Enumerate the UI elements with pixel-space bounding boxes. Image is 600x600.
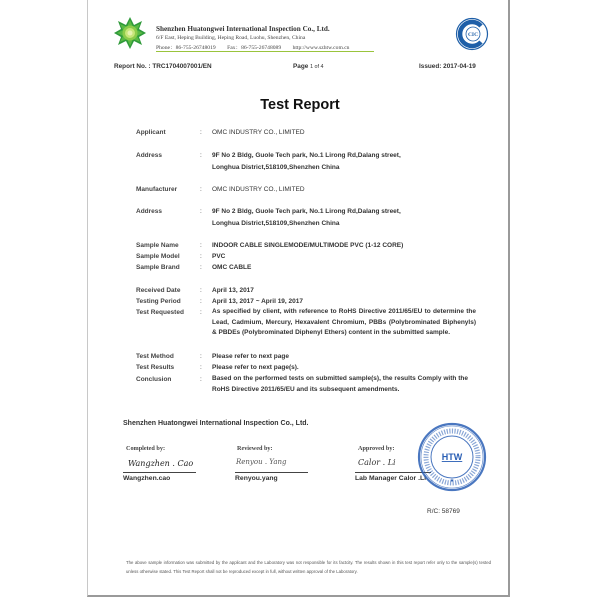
received-date-label: Received Date (136, 287, 181, 294)
test-method-label: Test Method (136, 353, 174, 360)
applicant-address-label: Address (136, 152, 163, 159)
colon: : (200, 208, 202, 215)
page-title: Test Report (260, 97, 340, 113)
issued-date: Issued: 2017-04-19 (419, 63, 476, 70)
svg-text:★: ★ (449, 478, 455, 484)
company-address: 6/F East, Heping Building, Heping Road, Luohu, Shenzhen, China (156, 35, 306, 41)
company-name: Shenzhen Huatongwei International Inspection Co., Ltd. (156, 25, 330, 33)
applicant-address-line1: 9F No 2 Bldg, Guole Tech park, No.1 Lirong Rd,Dalang street, (212, 152, 401, 159)
company-contact (156, 43, 359, 51)
sample-name-value: INDOOR CABLE SINGLEMODE/MULTIMODE PVC (1-12 CORE) (212, 242, 404, 249)
page-label: Page (293, 63, 311, 70)
sample-brand-label: Sample Brand (136, 264, 180, 271)
manufacturer-address-label: Address (136, 208, 163, 215)
applicant-address-line2: Longhua District,518109,Shenzhen China (212, 164, 340, 171)
conclusion-label: Conclusion (136, 376, 172, 383)
approved-by-name: Lab Manager Calor .Li (355, 475, 427, 482)
colon: : (200, 309, 202, 316)
cic-logo-icon (455, 17, 489, 51)
sample-name-label: Sample Name (136, 242, 179, 249)
received-date-value: April 13, 2017 (212, 287, 254, 294)
manufacturer-label: Manufacturer (136, 186, 178, 193)
rc-number: R/C: 58769 (427, 508, 460, 515)
colon: : (200, 152, 202, 159)
colon: : (200, 264, 202, 271)
test-results-value: Please refer to next page(s). (212, 364, 299, 371)
company-phone: Phone：86-755-26748019 (156, 45, 216, 51)
conclusion-value: Based on the performed tests on submitted sample(s), the results Comply with the RoHS Directive 2011/65/EU and its subsequent amendments. (212, 375, 468, 393)
lab-name: Shenzhen Huatongwei International Inspection Co., Ltd. (123, 420, 309, 427)
test-results-label: Test Results (136, 364, 175, 371)
completed-by-name: Wangzhen.cao (123, 475, 171, 482)
approved-signature: Calor . Li (358, 458, 396, 467)
testing-period-value: April 13, 2017 ~ April 19, 2017 (212, 298, 303, 305)
applicant-label: Applicant (136, 129, 166, 136)
page-of: 1 of 4 (310, 64, 324, 70)
manufacturer-address-line2: Longhua District,518109,Shenzhen China (212, 220, 340, 227)
colon: : (200, 364, 202, 371)
colon: : (200, 287, 202, 294)
colon: : (200, 253, 202, 260)
colon: : (200, 242, 202, 249)
reviewed-signature-line (235, 472, 308, 473)
report-number: Report No. : TRC1704007001/EN (114, 63, 212, 70)
reviewed-by-name: Renyou.yang (235, 475, 278, 482)
company-fax: Fax：86-755-26748089 (227, 45, 282, 51)
disclaimer: The above sample information was submitted by the applicant and the Laboratory was not responsible for its factcity. The results shown in this test report refer only to the sample(s) tested unless otherwise stated. This Test Report shall not be reproduced except in full, without written approval of the Laboratory. (126, 560, 491, 574)
approved-by-label: Approved by: (358, 445, 395, 452)
colon: : (200, 298, 202, 305)
reviewed-by-label: Reviewed by: (237, 445, 273, 452)
company-website[interactable]: http://www.szhtw.com.cn (292, 45, 350, 51)
manufacturer-address-line1: 9F No 2 Bldg, Guole Tech park, No.1 Lirong Rd,Dalang street, (212, 208, 401, 215)
manufacturer-value: OMC INDUSTRY CO., LIMITED (212, 186, 305, 193)
header-rule (156, 51, 374, 52)
company-logo-icon (113, 16, 147, 50)
colon: : (200, 186, 202, 193)
completed-signature-line (123, 472, 196, 473)
completed-by-label: Completed by: (126, 445, 166, 452)
sample-model-label: Sample Model (136, 253, 180, 260)
applicant-value: OMC INDUSTRY CO., LIMITED (212, 129, 305, 136)
sample-model-value: PVC (212, 253, 226, 260)
reviewed-signature: Renyou . Yang (236, 458, 287, 466)
completed-signature: Wangzhen . Cao (128, 459, 194, 468)
colon: : (200, 353, 202, 360)
stamp-text: HTW (441, 452, 463, 462)
htw-stamp-icon (417, 422, 487, 492)
sample-brand-value: OMC CABLE (212, 264, 252, 271)
page-number (293, 63, 324, 70)
cic-logo-text: CIC (467, 32, 479, 38)
test-requested-value: As specified by client, with reference to RoHS Directive 2011/65/EU to determine the Lead, Cadmium, Mercury, Hexavalent Chromium, PBBs (Polybrominated Biphenyls) & PBDEs (Polybrominated Diphenyl Ethers) content in the submitted sample. (212, 308, 476, 337)
test-method-value: Please refer to next page (212, 353, 289, 360)
colon: : (200, 376, 202, 383)
colon: : (200, 129, 202, 136)
testing-period-label: Testing Period (136, 298, 181, 305)
test-requested-label: Test Requested (136, 309, 184, 316)
